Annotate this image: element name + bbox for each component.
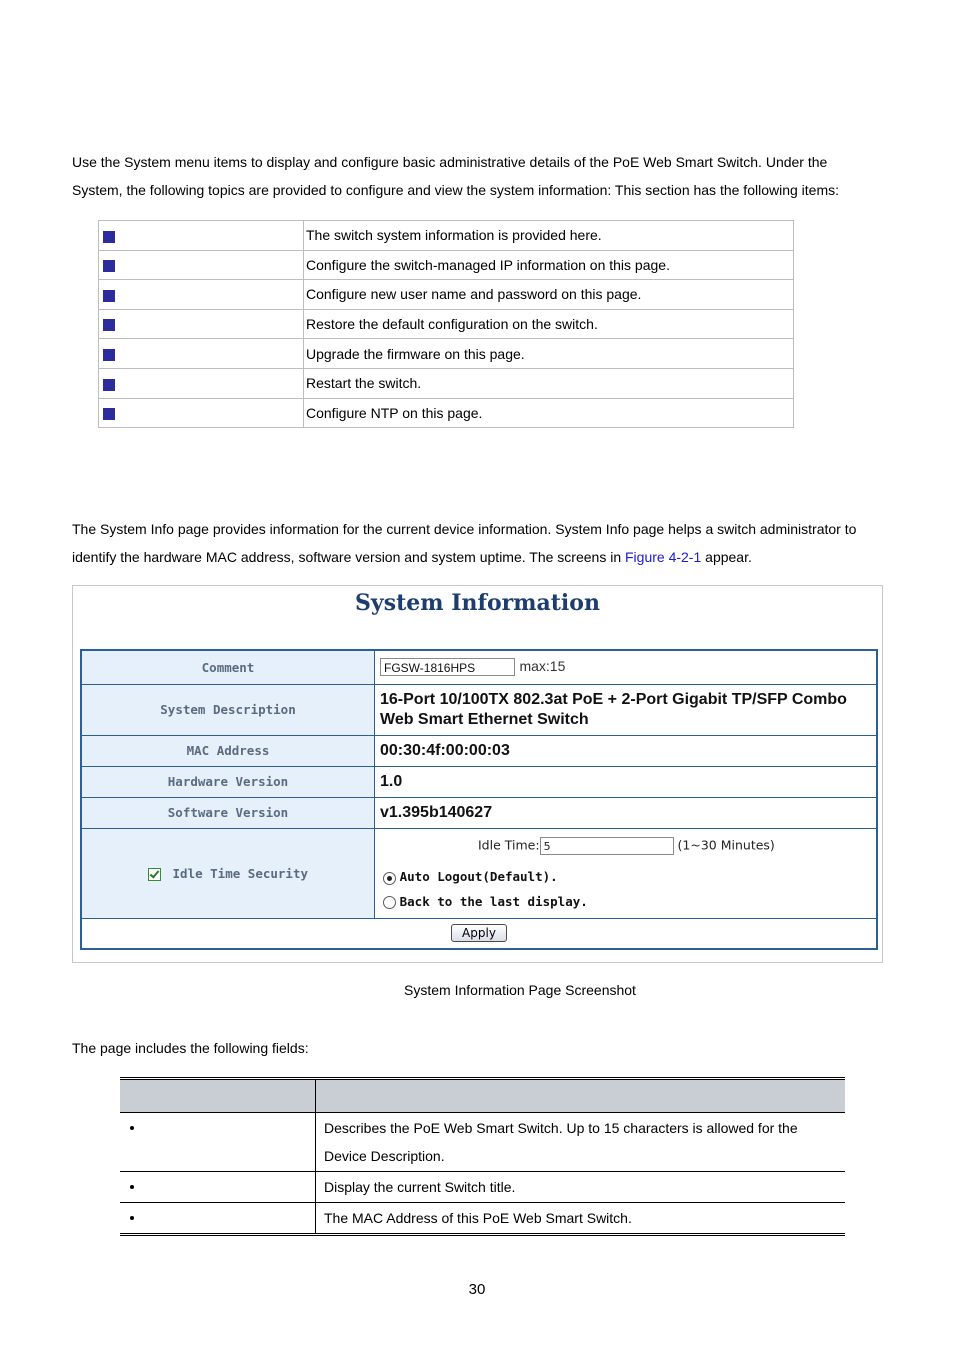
item-description: Restore the default configuration on the switch.	[304, 309, 794, 339]
sysinfo-line-2-suffix: appear.	[701, 549, 752, 565]
table-row	[99, 280, 794, 310]
mac-address-label: MAC Address	[81, 735, 375, 766]
item-description: Upgrade the firmware on this page.	[304, 339, 794, 369]
table-row	[99, 309, 794, 339]
field-description: Display the current Switch title.	[316, 1172, 846, 1203]
software-version-value: v1.395b140627	[375, 797, 878, 828]
table-row	[81, 684, 877, 735]
item-description: The switch system information is provided here.	[304, 221, 794, 251]
intro-paragraph	[72, 148, 887, 204]
sysinfo-line-1: The System Info page provides information for the current device information. System Info page helps a switch administrator to	[72, 521, 857, 537]
idle-time-security-checkbox[interactable]	[148, 868, 161, 881]
idle-time-range: (1~30 Minutes)	[677, 837, 775, 853]
system-items-table	[98, 220, 794, 428]
bullet-icon	[130, 1216, 134, 1220]
system-description-line-2: Web Smart Ethernet Switch	[380, 710, 589, 728]
table-row	[99, 250, 794, 280]
table-row	[120, 1203, 845, 1235]
fields-intro: The page includes the following fields:	[72, 1040, 309, 1056]
comment-max: max:15	[519, 658, 566, 675]
square-bullet-icon	[103, 319, 115, 331]
intro-line-1: Use the System menu items to display and configure basic administrative details of the PoE Web Smart Switch. Under the	[72, 154, 828, 170]
apply-button[interactable]: Apply	[451, 924, 507, 942]
fields-table	[120, 1077, 845, 1236]
item-description: Restart the switch.	[304, 368, 794, 398]
sysinfo-paragraph	[72, 515, 887, 571]
back-to-last-display-label: Back to the last display.	[399, 893, 588, 909]
comment-label: Comment	[81, 650, 375, 684]
idle-time-security-label: Idle Time Security	[172, 865, 308, 881]
idle-time-input[interactable]: 5	[540, 837, 674, 855]
table-row	[120, 1113, 845, 1172]
table-row	[99, 368, 794, 398]
back-to-last-display-radio[interactable]	[383, 896, 396, 909]
square-bullet-icon	[103, 408, 115, 420]
auto-logout-radio[interactable]	[383, 872, 396, 885]
item-description: Configure new user name and password on this page.	[304, 280, 794, 310]
system-description-line-1: 16-Port 10/100TX 802.3at PoE + 2-Port Gigabit TP/SFP Combo	[380, 690, 847, 708]
mac-address-value: 00:30:4f:00:00:03	[375, 735, 878, 766]
hardware-version-label: Hardware Version	[81, 766, 375, 797]
table-row	[81, 766, 877, 797]
table-row	[99, 221, 794, 251]
square-bullet-icon	[103, 290, 115, 302]
field-description: The MAC Address of this PoE Web Smart Switch.	[316, 1203, 846, 1235]
figure-caption: System Information Page Screenshot	[404, 982, 636, 998]
item-description: Configure the switch-managed IP information on this page.	[304, 250, 794, 280]
screenshot-title: System Information	[355, 590, 600, 616]
table-header-row	[120, 1079, 845, 1113]
system-info-table	[80, 649, 878, 950]
square-bullet-icon	[103, 349, 115, 361]
hardware-version-value: 1.0	[375, 766, 878, 797]
field-description-cont: Device Description.	[324, 1148, 445, 1164]
system-information-screenshot	[72, 585, 883, 963]
table-row	[99, 398, 794, 428]
table-row	[81, 828, 877, 918]
table-row	[81, 735, 877, 766]
table-row	[81, 650, 877, 684]
intro-line-2: System, the following topics are provided to configure and view the system information: This section has the following items:	[72, 182, 840, 198]
bullet-icon	[130, 1126, 134, 1130]
square-bullet-icon	[103, 231, 115, 243]
table-row	[81, 797, 877, 828]
figure-link[interactable]: Figure 4-2-1	[625, 549, 702, 565]
software-version-label: Software Version	[81, 797, 375, 828]
field-description: Describes the PoE Web Smart Switch. Up to 15 characters is allowed for the	[324, 1120, 798, 1136]
comment-input[interactable]: FGSW-1816HPS	[380, 658, 515, 676]
idle-time-label: Idle Time:	[478, 837, 540, 853]
square-bullet-icon	[103, 260, 115, 272]
page-number: 30	[468, 1281, 486, 1298]
square-bullet-icon	[103, 379, 115, 391]
item-description: Configure NTP on this page.	[304, 398, 794, 428]
system-description-label: System Description	[81, 684, 375, 735]
bullet-icon	[130, 1185, 134, 1189]
table-row	[120, 1172, 845, 1203]
auto-logout-label: Auto Logout(Default).	[399, 869, 558, 885]
sysinfo-line-2-prefix: identify the hardware MAC address, software version and system uptime. The screens in	[72, 549, 625, 565]
table-row	[81, 918, 877, 949]
table-row	[99, 339, 794, 369]
